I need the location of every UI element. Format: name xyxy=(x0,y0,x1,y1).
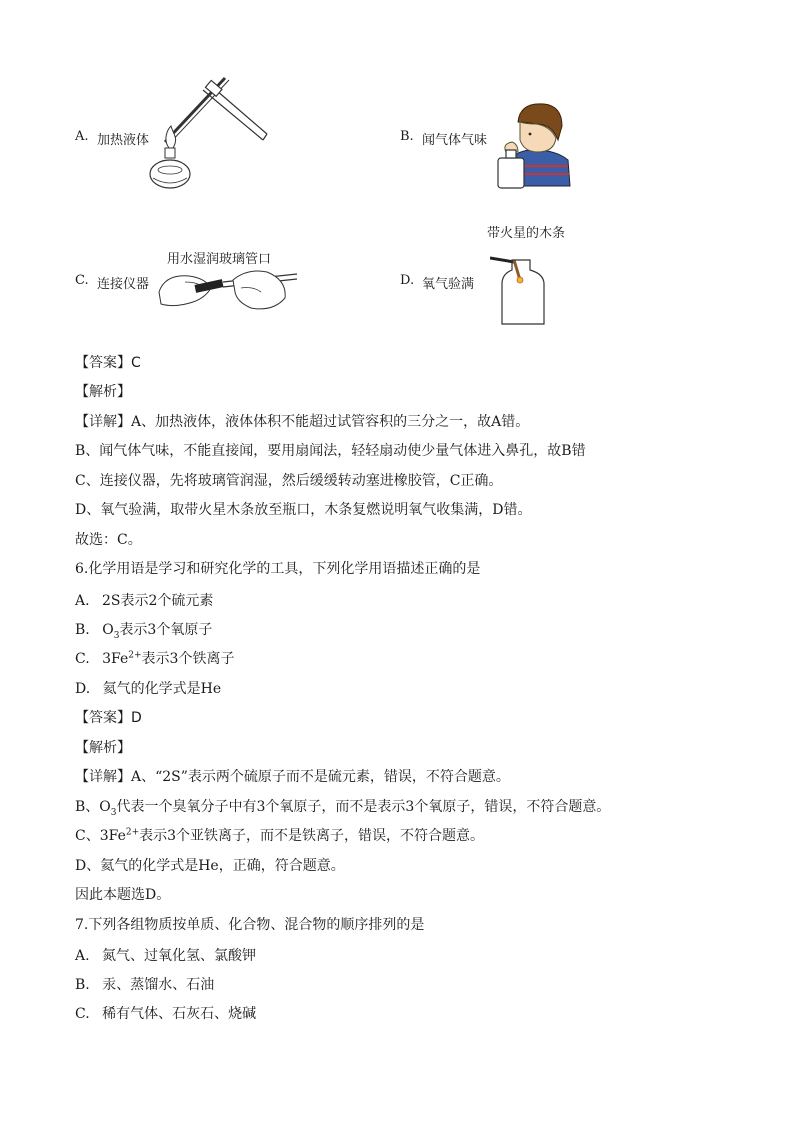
option-letter: D. xyxy=(75,681,91,697)
answer-label: 【答案】 xyxy=(75,355,131,371)
option-text: 连接仪器 xyxy=(97,277,150,292)
q6-option-b xyxy=(75,619,212,641)
formula-subscript: 3 xyxy=(110,807,117,818)
explanation-line: 【详解】A、“2S”表示两个硫原子而不是硫元素，错误，不符合题意。 xyxy=(75,769,510,785)
explanation-line: 故选：C。 xyxy=(75,532,142,548)
explanation-line: D、氧气验满，取带火星木条放至瓶口，木条复燃说明氧气收集满，D错。 xyxy=(75,502,532,518)
option-text: 氦气的化学式是He xyxy=(102,681,222,697)
line-text: 代表一个臭氧分子中有3个氧原子，而不是表示3个氧原子，错误，不符合题意。 xyxy=(116,799,611,815)
q6-option-c xyxy=(75,648,234,668)
option-letter: A. xyxy=(75,129,89,144)
question-stem: 6.化学用语是学习和研究化学的工具，下列化学用语描述正确的是 xyxy=(75,561,481,577)
connecting-apparatus-figure xyxy=(155,262,300,316)
smelling-gas-figure xyxy=(496,100,572,190)
answer-line xyxy=(75,707,142,727)
option-letter: C. xyxy=(75,651,90,667)
formula-superscript: 2+ xyxy=(125,827,140,838)
option-letter: D. xyxy=(400,273,415,288)
analysis-label: 【解析】 xyxy=(75,384,131,400)
option-letter: C. xyxy=(75,273,89,288)
oxygen-test-figure xyxy=(490,240,550,326)
answer-value: D xyxy=(131,710,142,726)
option-text: 氮气、过氧化氢、氯酸钾 xyxy=(102,948,257,964)
option-text: 表示3个氧原子 xyxy=(119,622,213,638)
explanation-line: 【详解】A、加热液体，液体体积不能超过试管容积的三分之一，故A错。 xyxy=(75,414,530,430)
explanation-line: B、闻气体气味，不能直接闻，要用扇闻法，轻轻扇动使少量气体进入鼻孔，故B错 xyxy=(75,443,586,459)
option-letter: A. xyxy=(75,948,90,964)
line-text: B、O xyxy=(75,799,111,815)
heating-liquid-figure xyxy=(145,70,270,195)
option-text: 汞、蒸馏水、石油 xyxy=(102,977,215,993)
option-letter: B. xyxy=(75,977,90,993)
option-letter: C. xyxy=(75,1006,90,1022)
q7-option-c xyxy=(75,1003,256,1023)
explanation-line: C、连接仪器，先将玻璃管润湿，然后缓缓转动塞进橡胶管，C正确。 xyxy=(75,473,503,489)
explanation-line xyxy=(75,796,610,818)
figure-caption: 用水湿润玻璃管口 xyxy=(167,252,272,267)
answer-label: 【答案】 xyxy=(75,710,131,726)
explanation-line: D、氦气的化学式是He，正确，符合题意。 xyxy=(75,858,345,874)
question-stem: 7.下列各组物质按单质、化合物、混合物的顺序排列的是 xyxy=(75,917,425,933)
option-text: 加热液体 xyxy=(97,133,150,148)
formula-superscript: 2+ xyxy=(128,650,142,661)
figure-caption: 带火星的木条 xyxy=(487,226,566,241)
option-text: 闻气体气味 xyxy=(422,133,488,148)
line-text: 表示3个亚铁离子，而不是铁离子，错误，不符合题意。 xyxy=(139,828,485,844)
analysis-label: 【解析】 xyxy=(75,740,131,756)
q7-option-a xyxy=(75,945,256,965)
option-formula: 3Fe xyxy=(102,651,129,667)
q6-option-d xyxy=(75,678,221,698)
q7-option-b xyxy=(75,974,214,994)
option-formula: O xyxy=(102,622,114,638)
q6-option-a xyxy=(75,590,213,610)
explanation-line xyxy=(75,825,484,845)
line-text: C、3Fe xyxy=(75,828,126,844)
option-text: 稀有气体、石灰石、烧碱 xyxy=(102,1006,257,1022)
option-letter: A. xyxy=(75,593,90,609)
option-text: 氧气验满 xyxy=(422,277,475,292)
answer-line xyxy=(75,352,141,372)
option-letter: B. xyxy=(75,622,90,638)
option-text: 表示3个铁离子 xyxy=(141,651,235,667)
option-letter: B. xyxy=(400,129,414,144)
explanation-line: 因此本题选D。 xyxy=(75,887,171,903)
formula-subscript: 3 xyxy=(113,630,120,641)
option-text: 2S表示2个硫元素 xyxy=(102,593,214,609)
answer-value: C xyxy=(131,355,141,371)
